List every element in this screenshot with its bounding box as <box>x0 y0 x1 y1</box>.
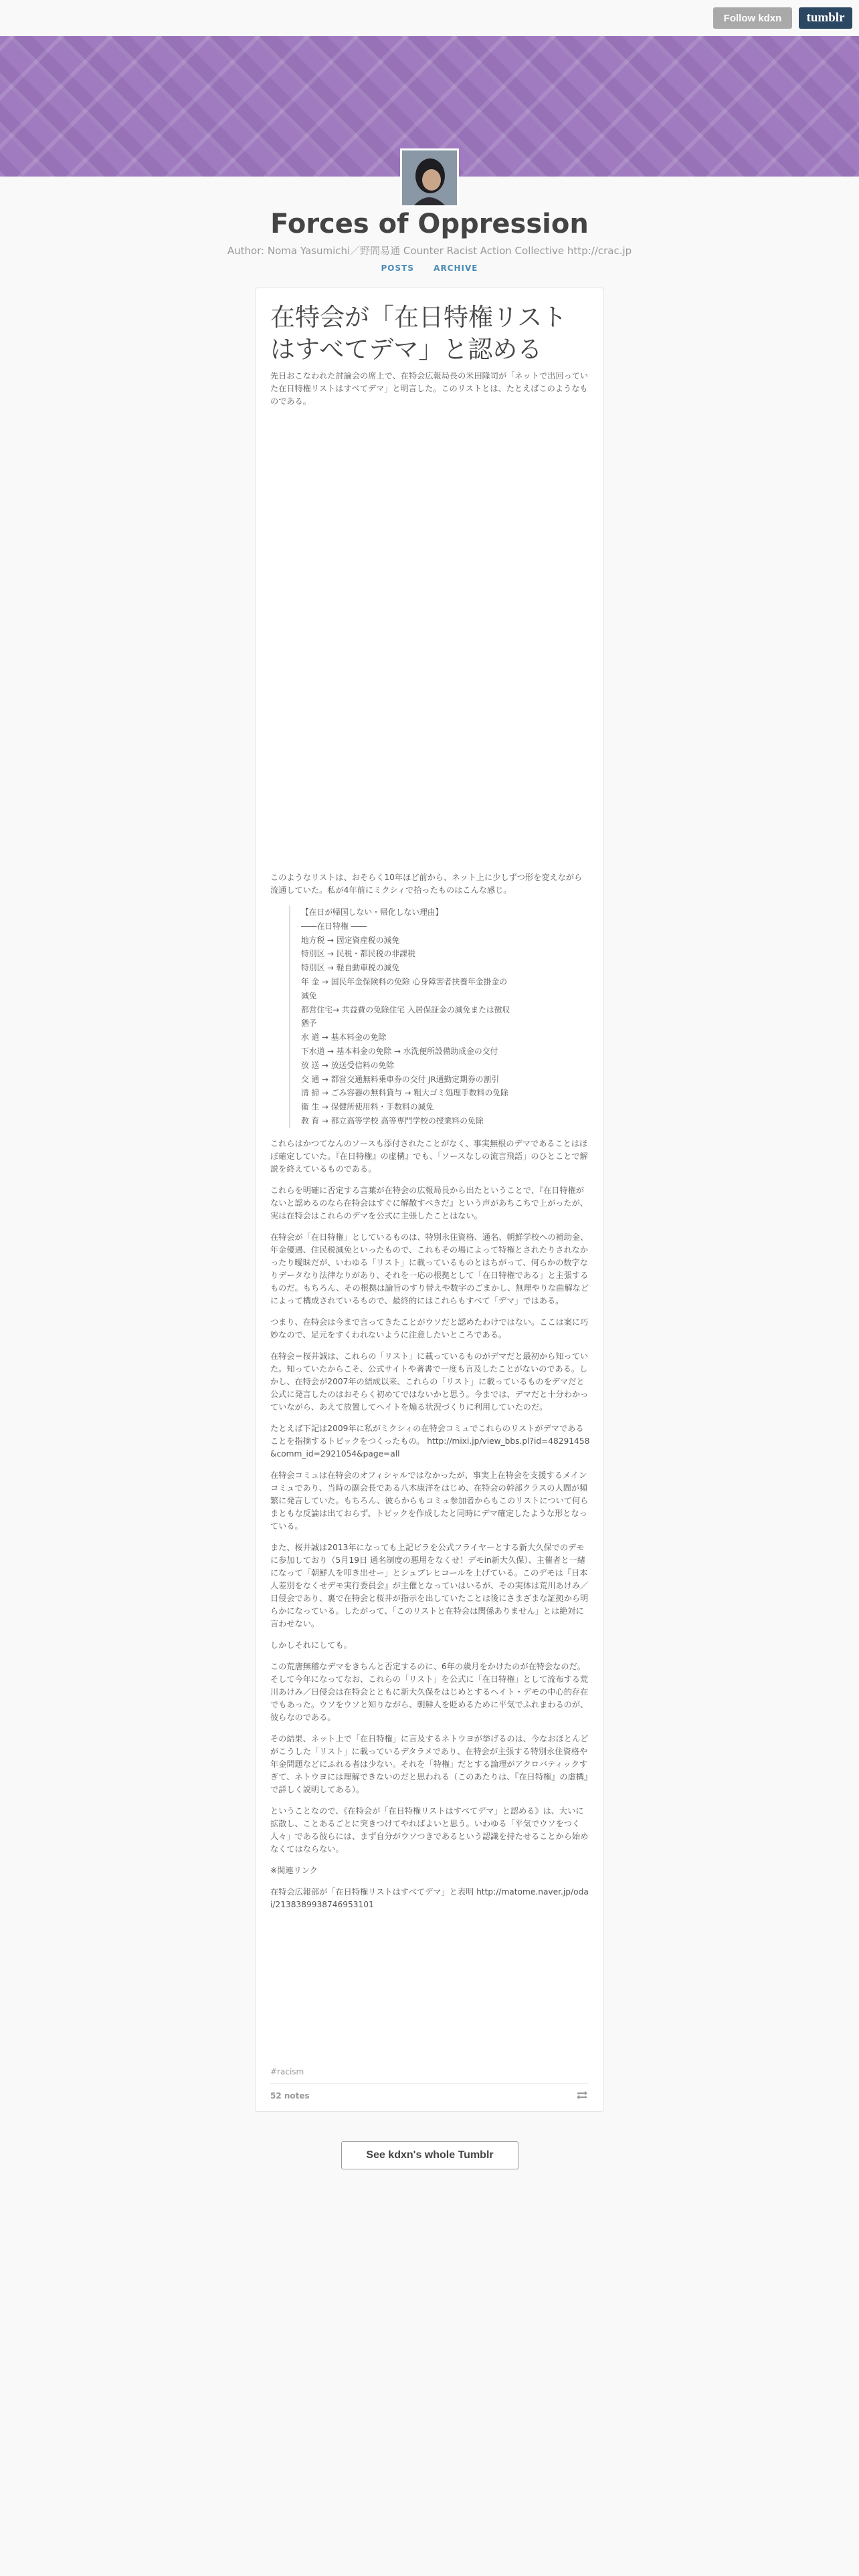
post-paragraph: これらを明確に否定する言葉が在特会の広報局長から出たということで、『在日特権がないと認めるのなら在特会はすぐに解散すべきだ』という声があちこちで上がったが、実は在特会はこれらのデマを公式に主張したことはない。 <box>270 1185 588 1220</box>
post-paragraph: 在特会コミュは在特会のオフィシャルではなかったが、事実上在特会を支援するメインコミュであり、当時の副会長である八木康洋をはじめ、在特会の幹部クラスの人間が頻繁に発言していた。もちろん、彼らからもコミュ参加者からもこのリストについて何らまともな反論は出ておらず、トピックを作成したと同時にデマ確定したような形となっている。 <box>270 1470 589 1531</box>
post-intro: 先日おこなわれた討論会の席上で、在特会広報局長の米田隆司が「ネットで出回っていた在日特権リストはすべてデマ」と明言した。このリストとは、たとえばこのようなものである。 <box>270 371 589 406</box>
avatar-image-icon <box>402 150 457 205</box>
quote-line: 減免 <box>301 990 317 1000</box>
post-tag[interactable]: #racism <box>270 2067 304 2076</box>
reblog-icon[interactable] <box>575 2090 589 2101</box>
quote-line: 年 金 → 国民年金保険料の免除 心身障害者扶養年金掛金の <box>301 976 508 986</box>
blog-description: Author: Noma Yasumichi／野間易通 Counter Racist Action Collective http://crac.jp <box>227 245 632 257</box>
follow-button[interactable]: Follow kdxn <box>713 7 792 29</box>
avatar[interactable] <box>400 148 459 207</box>
tumblr-logo[interactable]: tumblr <box>799 7 852 29</box>
post-body <box>270 302 590 1920</box>
post-card <box>255 288 604 2112</box>
blog-nav <box>0 263 859 273</box>
post-paragraph: その結果、ネット上で「在日特権」に言及するネトウヨが挙げるのは、今なおほとんどがこうした「リスト」に載っているデタラメであり、在特会が主張する特別永住資格や年金問題などにふれる者は少ない。それを「特権」だとする論理がアクロバティックすぎて、ネトウヨには理解できないのだと思われる（このあたりは、『在日特権』の虚構』で詳しく説明してある）。 <box>270 1733 589 1794</box>
see-whole-tumblr-button[interactable]: See kdxn's whole Tumblr <box>341 2141 518 2169</box>
nav-posts-link[interactable]: POSTS <box>381 263 414 273</box>
quote-line: 特別区 → 民税・都民税の非課税 <box>301 949 415 959</box>
quote-line: 水 道 → 基本料金の免除 <box>301 1033 387 1043</box>
post-footer-divider <box>270 2083 589 2084</box>
quote-line: ――在日特権 ―― <box>301 921 367 931</box>
post-paragraph: また、桜井誠は2013年になっても上記ビラを公式フライヤーとする新大久保でのデモに参加しており（5月19日 通名制度の悪用をなくせ！デモin新大久保）、主催者と一緒になって「朝鮮人を叩き出せー」とシュプレヒコールを上げている。このデモは『日本人差別をなくせデモ実行委員会』が主催となっていはいるが、その実体は荒川あけみ／日侵会であり、裏で在特会と桜井が指示を出していたことは後にさまざまな証拠から明らかになっている。したがって、「このリストと在特会は関係ありません」とは絶対に言わせない。 <box>270 1542 589 1628</box>
post-paragraph: 在特会＝桜井誠は、これらの「リスト」に載っているものがデマだと最初から知っていた。知っていたからこそ、公式サイトや著書で一度も言及したことがないのである。しかし、在特会が2007年の結成以来、これらの「リスト」に載っているものをデマだと公式に発言したのはおそらく初めてではないかと思う。今までは、デマだと十分わかっていながら、あえて放置してヘイトを煽る状況づくりに利用していたのだ。 <box>270 1351 589 1412</box>
quote-line: 【在日が帰国しない・帰化しない理由】 <box>301 907 444 917</box>
post-title[interactable]: 在特会が「在日特権リストはすべてデマ」と認める <box>270 303 567 364</box>
quote-line: 都営住宅→ 共益費の免除住宅 入居保証金の減免または徴収 <box>301 1004 510 1014</box>
quote-line: 清 掃 → ごみ容器の無料貸与 → 粗大ゴミ処理手数料の免除 <box>301 1088 508 1098</box>
quote-block <box>289 905 590 1128</box>
post-paragraph: つまり、在特会は今まで言ってきたことがウソだと認めたわけではない。ここは案に巧妙なので、足元をすくわれないように注意したいところである。 <box>270 1317 589 1339</box>
post-paragraph: このようなリストは、おそらく10年ほど前から、ネット上に少しずつ形を変えながら流通していた。私が4年前にミクシィで拾ったものはこんな感じ。 <box>270 873 583 895</box>
post-paragraph: しかしそれにしても。 <box>270 1640 352 1650</box>
post-paragraph: ということなので、《在特会が「在日特権リストはすべてデマ」と認める》は、大いに拡散し、ことあるごとに突きつけてやればよいと思う。いわゆる「平気でウソをつく人々」である彼らには、まず自分がウソつきであるという認識を持たせることから始めなくてはならない。 <box>270 1806 589 1854</box>
blog-title[interactable]: Forces of Oppression <box>270 209 589 239</box>
quote-line: 衛 生 → 保健所使用料・手数料の減免 <box>301 1102 434 1112</box>
quote-line: 特別区 → 軽自動車税の減免 <box>301 963 400 973</box>
related-links-heading: ※関連リンク <box>270 1865 318 1875</box>
quote-line: 教 育 → 都立高等学校 高等専門学校の授業料の免除 <box>301 1115 484 1125</box>
notes-count[interactable]: 52 notes <box>270 2091 310 2101</box>
quote-line: 下水道 → 基本料金の免除 → 水洗便所設備助成金の交付 <box>301 1046 498 1056</box>
quote-line: 地方税 → 固定資産税の減免 <box>301 935 400 945</box>
post-paragraph-with-link[interactable]: たとえば下記は2009年に私がミクシィの在特会コミュでこれらのリストがデマであることを指摘するトピックをつくったもの。 http://mixi.jp/view_bbs.pl?id=48291458&comm_id=2921054&page=all <box>270 1423 590 1459</box>
post-paragraph: この荒唐無稽なデマをきちんと否定するのに、6年の歳月をかけたのが在特会なのだ。そして今年になってなお、これらの「リスト」を公式に「在日特権」として流布する荒川あけみ／日侵会は在特会とともに新大久保をはじめとするヘイト・デモの中心的存在でもあった。ウソをウソと知りながら、朝鮮人を貶めるために平気でふれまわるのが、彼らなのである。 <box>270 1661 589 1722</box>
top-bar <box>0 0 859 36</box>
quote-line: 猶予 <box>301 1018 317 1029</box>
embedded-media-placeholder <box>270 417 590 871</box>
quote-line: 交 通 → 都営交通無料乗車券の交付 JR通勤定期券の割引 <box>301 1074 500 1084</box>
nav-archive-link[interactable]: ARCHIVE <box>434 263 478 273</box>
post-paragraph: これらはかつてなんのソースも添付されたことがなく、事実無根のデマであることはほぼ確定していた。『在日特権』の虚構』でも、「ソースなしの流言飛語」のひとことで解説を終えているものである。 <box>270 1138 588 1174</box>
related-link[interactable]: 在特会広報部が「在日特権リストはすべてデマ」と表明 http://matome.naver.jp/odai/2138389938746953101 <box>270 1887 589 1909</box>
quote-line: 放 送 → 放送受信料の免除 <box>301 1060 395 1070</box>
post-paragraph: 在特会が「在日特権」としているものは、特別永住資格、通名、朝鮮学校への補助金、年金優遇、住民税減免といったもので、これもその場によって特権とされたりされなかったり曖昧だが、いわゆる「リスト」に載っているものとはちがって、何らかの数字なりデータなり法律なりがあり、それを一応の根拠として「在日特権である」と主張するものだ。もちろん、その根拠は論旨のすり替えや数字のごまかし、無理やりな曲解などによって構成されているもので、最終的にはこれらもすべて「デマ」ではある。 <box>270 1232 589 1305</box>
